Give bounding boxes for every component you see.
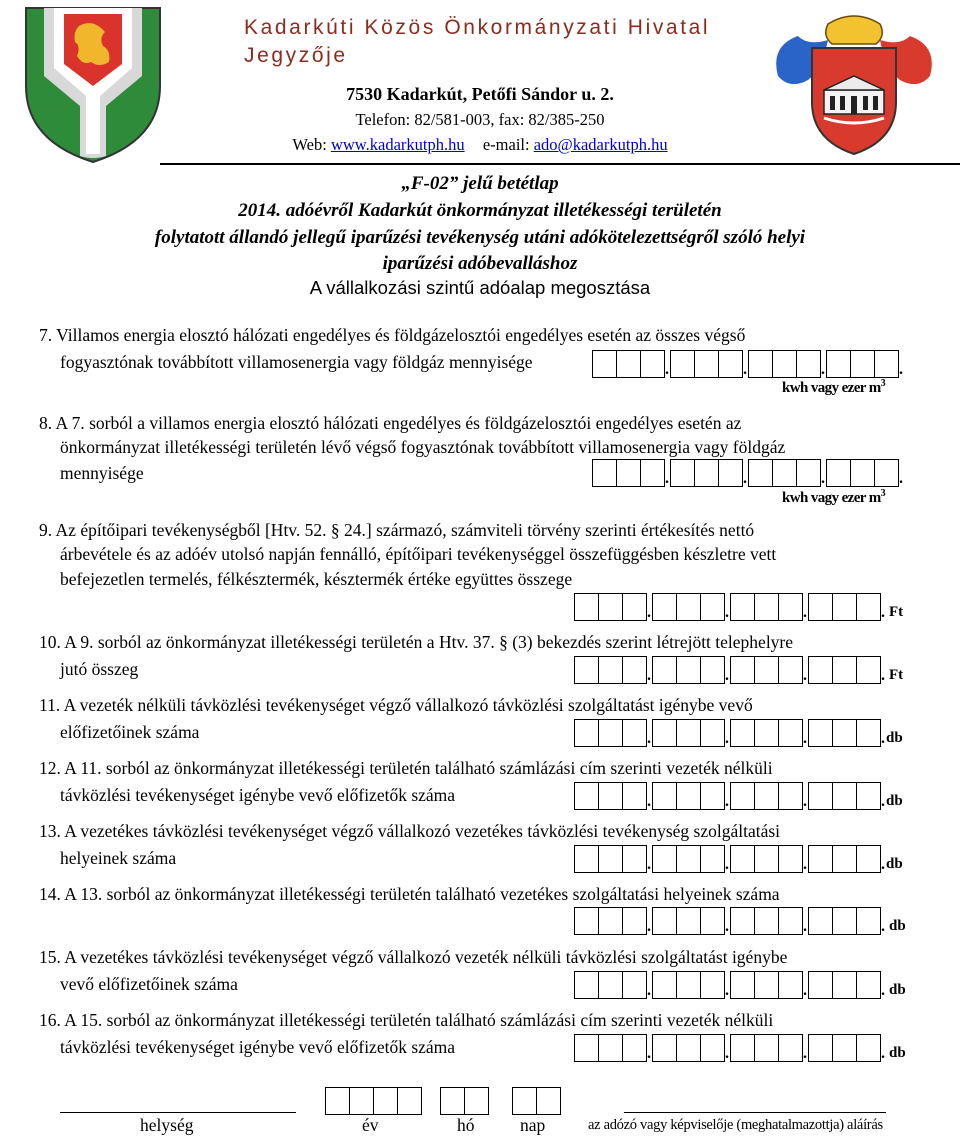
day-boxes[interactable] (512, 1087, 561, 1115)
item-15-text-line2: vevő előfizetőinek száma (60, 974, 238, 994)
item-8-text-line1: 8. A 7. sorból a villamos energia elosztó hálózati engedélyes és földgázelosztói engedélyes esetén az (39, 413, 742, 433)
item-10-text-line2: jutó összeg (60, 659, 139, 679)
item-9-text-line1: 9. Az építőipari tevékenységből [Htv. 52. § 24.] származó, számviteli törvény szerinti értékesítés nettó (39, 520, 755, 540)
item-8-text-line3: mennyisége (60, 463, 144, 483)
web-link[interactable]: www.kadarkutph.hu (330, 135, 465, 154)
item-15-text-line1: 15. A vezetékes távközlési tevékenységet végző vállalkozó vezeték nélküli távközlési szolgáltatást igénybe (39, 947, 788, 967)
organization-name: Kadarkúti Közös Önkormányzati Hivatal (244, 16, 711, 39)
item-12-text-line2: távközlési tevékenységet igénybe vevő előfizetők száma (60, 785, 456, 805)
year-boxes[interactable] (325, 1087, 422, 1115)
item-9-text-line2: árbevétele és az adóév utolsó napján fennálló, építőipari tevékenységgel összefüggésben készletre vett (60, 544, 777, 564)
item-9-text-line3: befejezetlen termelés, félkésztermék, késztermék értéke együttes összege (60, 569, 573, 589)
item-15-unit: db (889, 982, 906, 998)
item-12-unit: db (886, 793, 903, 809)
item-13-text-line2: helyeinek száma (60, 848, 177, 868)
email-link[interactable]: ado@kadarkutph.hu (533, 135, 668, 154)
item-16-unit: db (889, 1045, 906, 1061)
item-7-text-line2: fogyasztónak továbbított villamosenergia vagy földgáz mennyisége (60, 352, 533, 372)
item-8-text-line2: önkormányzat illetékességi területén lévő végső fogyasztónak továbbított villamosenergia vagy földgáz (60, 437, 786, 457)
item-13-count-boxes[interactable]: . . . . db (574, 845, 903, 873)
web-label: Web: (292, 135, 327, 154)
header-divider (160, 163, 960, 165)
item-8-unit: kwh vagy ezer $m^3$ (782, 488, 886, 506)
email-label: e-mail: (482, 135, 530, 154)
web-email-line (0, 135, 960, 155)
item-7-text-line1: 7. Villamos energia elosztó hálózati engedélyes és földgázelosztói engedélyes esetén az összes végső (39, 325, 746, 345)
item-12-count-boxes[interactable]: . . . . db (574, 782, 903, 810)
item-9-amount-boxes[interactable]: . . . . Ft (574, 593, 903, 621)
item-15-count-boxes[interactable]: . . . . db (574, 971, 906, 999)
form-title: „F-02” jelű betétlap (401, 173, 559, 194)
address: 7530 Kadarkút, Petőfi Sándor u. 2. (346, 84, 614, 104)
form-subtitle: A vállalkozási szintű adóalap megosztása (309, 277, 651, 298)
item-10-unit: Ft (889, 667, 904, 683)
item-16-text-line2: távközlési tevékenységet igénybe vevő előfizetők száma (60, 1037, 456, 1057)
item-16-text-line1: 16. A 15. sorból az önkormányzat illetékességi területén található számlázási cím szerinti vezeték nélküli (39, 1010, 774, 1030)
item-14-text-line1: 14. A 13. sorból az önkormányzat illetékességi területén található vezetékes szolgáltatási helyeinek száma (39, 884, 780, 904)
item-8-amount-boxes[interactable]: . . . . (592, 459, 904, 487)
item-7-unit: kwh vagy ezer $m^3$ (782, 378, 886, 396)
item-9-unit: Ft (889, 604, 904, 620)
item-7-amount-boxes[interactable]: . . . . (592, 350, 904, 378)
year-label: év (362, 1115, 379, 1135)
organization-subtitle: Jegyzője (244, 44, 348, 67)
day-label: nap (520, 1115, 546, 1135)
item-13-unit: db (886, 856, 903, 872)
form-title-line4: iparűzési adóbevalláshoz (382, 253, 578, 274)
item-10-amount-boxes[interactable]: . . . . Ft (574, 656, 903, 684)
month-label: hó (457, 1115, 475, 1135)
signature-line[interactable] (624, 1112, 886, 1113)
item-10-text-line1: 10. A 9. sorból az önkormányzat illetékességi területén a Htv. 37. § (3) bekezdés szerint létrejött telephelyre (39, 632, 794, 652)
item-11-count-boxes[interactable]: . . . . db (574, 719, 903, 747)
item-14-unit: db (889, 918, 906, 934)
item-12-text-line1: 12. A 11. sorból az önkormányzat illetékességi területén található számlázási cím szerinti vezeték nélküli (39, 758, 773, 778)
item-14-count-boxes[interactable]: . . . . db (574, 907, 906, 935)
item-13-text-line1: 13. A vezetékes távközlési tevékenységet végző vállalkozó vezetékes távközlési tevékenység szolgáltatási (39, 821, 781, 841)
form-title-line3: folytatott állandó jellegű iparűzési tevékenység utáni adókötelezettségről szóló helyi (154, 227, 806, 248)
place-line[interactable] (60, 1112, 296, 1113)
form-title-line2: 2014. adóévről Kadarkút önkormányzat illetékességi területén (238, 200, 722, 221)
item-11-unit: db (886, 730, 903, 746)
place-label: helység (140, 1115, 194, 1135)
item-16-count-boxes[interactable]: . . . . db (574, 1034, 906, 1062)
phone-fax: Telefon: 82/581-003, fax: 82/385-250 (355, 110, 605, 129)
item-11-text-line2: előfizetőinek száma (60, 722, 200, 742)
signature-label: az adózó vagy képviselője (meghatalmazottja) aláírás (588, 1117, 883, 1133)
item-11-text-line1: 11. A vezeték nélküli távközlési tevékenységet végző vállalkozó távközlési szolgáltatást igénybe vevő (39, 695, 753, 715)
month-boxes[interactable] (440, 1087, 489, 1115)
